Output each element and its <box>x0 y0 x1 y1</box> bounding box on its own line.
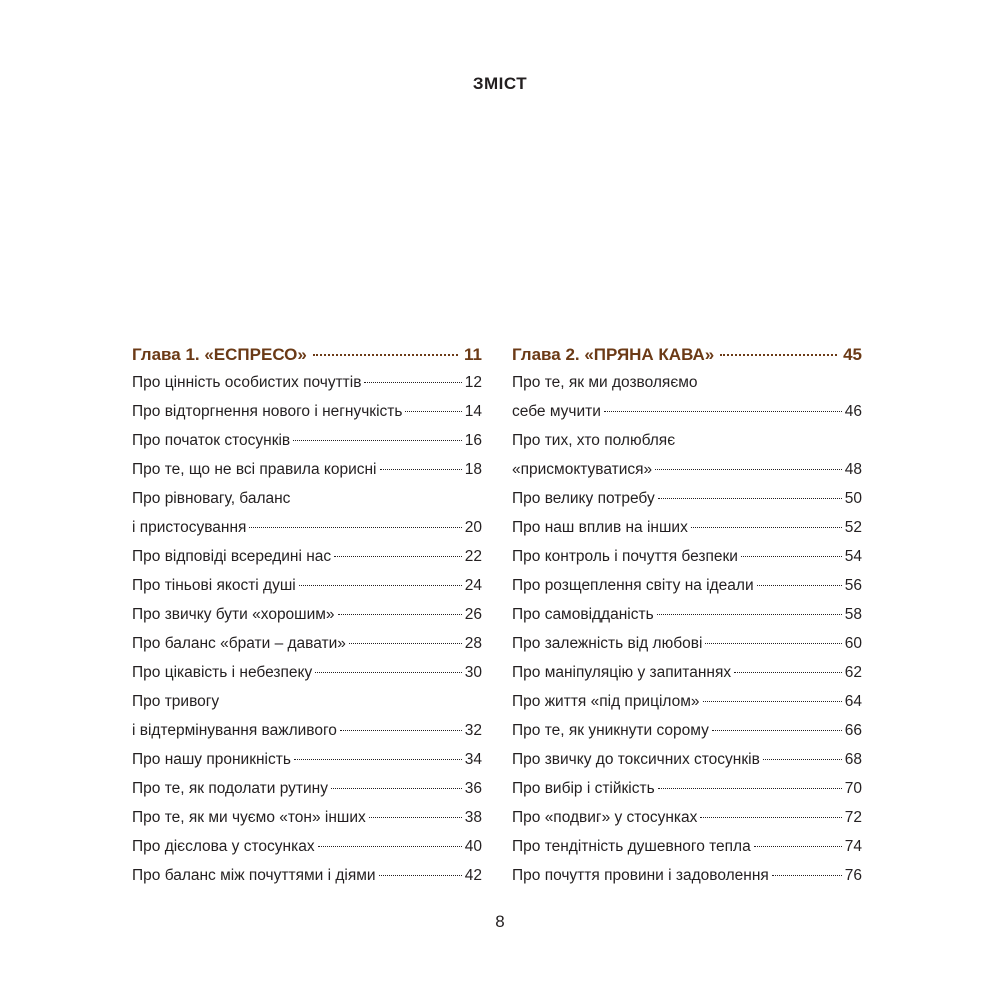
toc-entry <box>512 861 862 890</box>
dot-leader <box>741 556 842 557</box>
entry-title: Про «подвиг» у стосунках <box>512 809 698 826</box>
entry-page-number: 52 <box>844 519 862 536</box>
entry-page-number: 28 <box>464 635 482 652</box>
entry-title: Про звичку бути «хорошим» <box>132 606 335 623</box>
entry-page-number: 42 <box>464 867 482 884</box>
chapter-title: Глава 2. «ПРЯНА КАВА» <box>512 345 715 364</box>
toc-entry <box>132 803 482 832</box>
entry-page-number: 60 <box>844 635 862 652</box>
toc-entry <box>132 397 482 426</box>
entry-last-line <box>512 455 862 484</box>
entry-title: Про життя «під прицілом» <box>512 693 700 710</box>
dot-leader <box>720 354 837 356</box>
entry-page-number: 16 <box>464 432 482 449</box>
entry-title: Про цікавість і небезпеку <box>132 664 313 681</box>
toc-entry <box>132 571 482 600</box>
toc-entry <box>132 745 482 774</box>
entry-page-number: 40 <box>464 838 482 855</box>
entry-title: Про цінність особистих почуттів <box>132 374 362 391</box>
entry-title: Про контроль і почуття безпеки <box>512 548 738 565</box>
entry-title: Про відповіді всередині нас <box>132 548 332 565</box>
entry-page-number: 58 <box>844 606 862 623</box>
entry-page-number: 46 <box>844 403 862 420</box>
toc-entry <box>132 368 482 397</box>
entry-title-line: Про тривогу <box>132 693 220 710</box>
entry-title: Про те, як подолати рутину <box>132 780 328 797</box>
toc-entry <box>512 629 862 658</box>
toc-entry <box>132 484 482 542</box>
toc-entry <box>132 455 482 484</box>
dot-leader <box>655 469 842 470</box>
entry-page-number: 72 <box>844 809 862 826</box>
entry-page-number: 12 <box>464 374 482 391</box>
toc-entry <box>512 716 862 745</box>
entry-title: Про почуття провини і задоволення <box>512 867 769 884</box>
toc-entry <box>512 745 862 774</box>
dot-leader <box>364 382 461 383</box>
dot-leader <box>313 354 458 356</box>
toc-entry <box>132 774 482 803</box>
dot-leader <box>318 846 462 847</box>
entry-title-line: Про рівновагу, баланс <box>132 490 291 507</box>
dot-leader <box>705 643 841 644</box>
dot-leader <box>405 411 461 412</box>
toc-entry <box>132 658 482 687</box>
entry-title: Про те, як уникнути сорому <box>512 722 709 739</box>
dot-leader <box>658 498 842 499</box>
entry-page-number: 56 <box>844 577 862 594</box>
entry-page-number: 30 <box>464 664 482 681</box>
dot-leader <box>331 788 462 789</box>
entry-title: Про баланс «брати – давати» <box>132 635 346 652</box>
toc-entry <box>132 629 482 658</box>
entry-page-number: 36 <box>464 780 482 797</box>
toc-entry <box>512 542 862 571</box>
entry-page-number: 54 <box>844 548 862 565</box>
entry-last-line <box>132 513 482 542</box>
page-number: 8 <box>495 912 505 931</box>
entry-title: Про залежність від любові <box>512 635 703 652</box>
dot-leader <box>712 730 842 731</box>
toc-entry <box>512 774 862 803</box>
entry-title: Про тіньові якості душі <box>132 577 296 594</box>
entry-title: Про розщеплення світу на ідеали <box>512 577 754 594</box>
toc-column-chapter-1 <box>132 341 482 890</box>
dot-leader <box>349 643 462 644</box>
toc-entry <box>132 832 482 861</box>
dot-leader <box>703 701 842 702</box>
dot-leader <box>757 585 842 586</box>
entry-page-number: 76 <box>844 867 862 884</box>
entry-title: Про тендітність душевного тепла <box>512 838 751 855</box>
dot-leader <box>340 730 462 731</box>
entry-page-number: 34 <box>464 751 482 768</box>
toc-entry <box>512 687 862 716</box>
dot-leader <box>338 614 462 615</box>
entry-title-line: «присмоктуватися» <box>512 461 653 478</box>
entry-page-number: 26 <box>464 606 482 623</box>
dot-leader <box>299 585 462 586</box>
dot-leader <box>379 875 462 876</box>
entry-title: Про те, як ми чуємо «тон» інших <box>132 809 366 826</box>
entry-title: Про нашу проникність <box>132 751 291 768</box>
entry-title: Про вибір і стійкість <box>512 780 655 797</box>
dot-leader <box>294 759 462 760</box>
chapter-heading <box>132 341 482 368</box>
toc-entry <box>132 687 482 745</box>
entry-page-number: 24 <box>464 577 482 594</box>
entry-title: Про велику потребу <box>512 490 655 507</box>
entry-title-line: і пристосування <box>132 519 247 536</box>
page-title: ЗМІСТ <box>472 74 528 93</box>
toc-entry <box>512 571 862 600</box>
entry-page-number: 14 <box>464 403 482 420</box>
dot-leader <box>658 788 842 789</box>
toc-entry <box>512 600 862 629</box>
entry-title: Про баланс між почуттями і діями <box>132 867 376 884</box>
entry-title-line: Про тих, хто полюбляє <box>512 432 676 449</box>
entry-title: Про наш вплив на інших <box>512 519 688 536</box>
entry-last-line <box>132 716 482 745</box>
entry-page-number: 32 <box>464 722 482 739</box>
toc-entry <box>512 368 862 426</box>
toc-entry <box>132 426 482 455</box>
dot-leader <box>691 527 842 528</box>
entry-page-number: 18 <box>464 461 482 478</box>
chapter-title: Глава 1. «ЕСПРЕСО» <box>132 345 307 364</box>
entry-page-number: 64 <box>844 693 862 710</box>
entry-page-number: 48 <box>844 461 862 478</box>
dot-leader <box>772 875 842 876</box>
entry-title: Про маніпуляцію у запитаннях <box>512 664 732 681</box>
toc-entry <box>132 861 482 890</box>
entry-title: Про початок стосунків <box>132 432 291 449</box>
dot-leader <box>754 846 842 847</box>
entry-title: Про звичку до токсичних стосунків <box>512 751 760 768</box>
dot-leader <box>604 411 842 412</box>
toc-column-chapter-2 <box>512 341 862 890</box>
entry-title: Про дієслова у стосунках <box>132 838 315 855</box>
chapter-heading <box>512 341 862 368</box>
entry-title-line: себе мучити <box>512 403 601 420</box>
dot-leader <box>380 469 462 470</box>
dot-leader <box>700 817 841 818</box>
dot-leader <box>657 614 842 615</box>
toc-entry <box>512 426 862 484</box>
toc-entry <box>512 484 862 513</box>
entry-page-number: 66 <box>844 722 862 739</box>
dot-leader <box>315 672 462 673</box>
toc-entry <box>512 513 862 542</box>
toc-entry <box>512 658 862 687</box>
entry-title: Про відторгнення нового і негнучкість <box>132 403 403 420</box>
toc-entry <box>132 542 482 571</box>
dot-leader <box>369 817 462 818</box>
entry-title: Про самовідданість <box>512 606 654 623</box>
dot-leader <box>763 759 842 760</box>
entry-page-number: 38 <box>464 809 482 826</box>
toc-entry <box>512 803 862 832</box>
entry-page-number: 74 <box>844 838 862 855</box>
dot-leader <box>293 440 462 441</box>
entry-title-line: і відтермінування важливого <box>132 722 337 739</box>
entry-page-number: 62 <box>844 664 862 681</box>
entry-page-number: 20 <box>464 519 482 536</box>
chapter-page-number: 11 <box>464 345 482 364</box>
dot-leader <box>734 672 842 673</box>
entry-page-number: 68 <box>844 751 862 768</box>
dot-leader <box>334 556 462 557</box>
entry-page-number: 50 <box>844 490 862 507</box>
entry-title: Про те, що не всі правила корисні <box>132 461 377 478</box>
entry-last-line <box>512 397 862 426</box>
dot-leader <box>249 527 461 528</box>
toc-entry <box>132 600 482 629</box>
chapter-page-number: 45 <box>843 345 862 364</box>
entry-page-number: 22 <box>464 548 482 565</box>
entry-page-number: 70 <box>844 780 862 797</box>
entry-title-line: Про те, як ми дозволяємо <box>512 374 698 391</box>
toc-entry <box>512 832 862 861</box>
